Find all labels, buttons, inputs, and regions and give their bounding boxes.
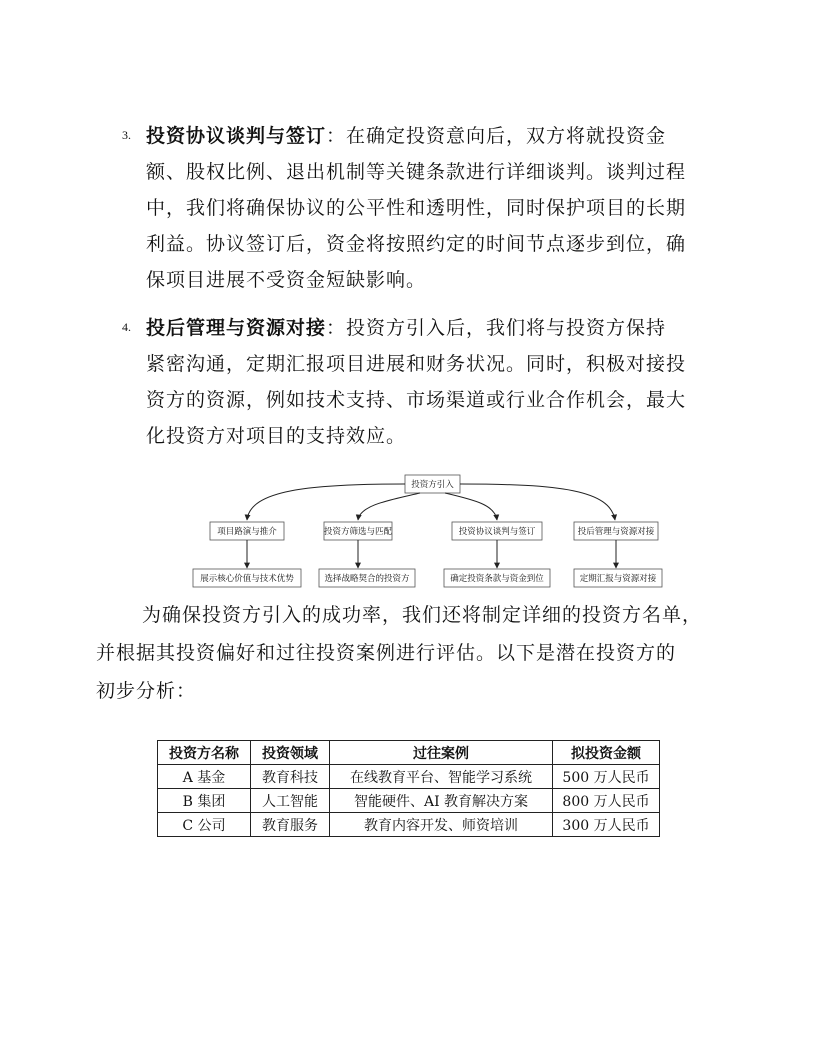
list-item-4 [122, 310, 722, 454]
column-header: 投资领域 [251, 741, 330, 765]
text-line: ：在确定投资意向后，双方将就投资金 [326, 125, 667, 147]
list-term: 投后管理与资源对接 [146, 317, 327, 339]
list-body [146, 310, 722, 454]
text-line: 为确保投资方引入的成功率，我们还将制定详细的投资方名单， [142, 604, 703, 626]
detail-node-label: 定期汇报与资源对接 [579, 574, 657, 584]
detail-node-label: 选择战略契合的投资方 [324, 574, 410, 584]
table-cell: 300 万人民币 [553, 813, 660, 837]
connector-arrow [358, 493, 420, 520]
list-body [146, 118, 722, 298]
step-node-label: 投资方筛选与匹配 [323, 527, 393, 537]
list-item-3 [122, 118, 722, 298]
text-line: 资方的资源，例如技术支持、市场渠道或行业合作机会，最大 [146, 389, 687, 411]
root-node-label: 投资方引入 [411, 480, 454, 490]
text-line: ：投资方引入后，我们将与投资方保持 [326, 317, 667, 339]
connector-arrow [445, 493, 497, 520]
table-row [158, 789, 660, 813]
list-number: 4. [122, 320, 131, 334]
table-cell: 在线教育平台、智能学习系统 [330, 765, 553, 789]
text-line: 保项目进展不受资金短缺影响。 [146, 269, 427, 291]
table-cell: 人工智能 [251, 789, 330, 813]
text-line: 并根据其投资偏好和过往投资案例进行评估。以下是潜在投资方的 [96, 642, 677, 664]
column-header: 过往案例 [330, 741, 553, 765]
column-header: 拟投资金额 [553, 741, 660, 765]
text-line: 化投资方对项目的支持效应。 [146, 425, 407, 447]
text-line: 紧密沟通，定期汇报项目进展和财务状况。同时，积极对接投 [146, 353, 687, 375]
table-cell: B 集团 [158, 789, 251, 813]
table-row [158, 765, 660, 789]
table-row [158, 813, 660, 837]
step-node-label: 项目路演与推介 [217, 527, 277, 537]
detail-node-label: 确定投资条款与资金到位 [450, 574, 544, 584]
column-header: 投资方名称 [158, 741, 251, 765]
text-line: 中，我们将确保协议的公平性和透明性，同时保护项目的长期 [146, 197, 687, 219]
list-number: 3. [122, 128, 131, 142]
table-cell: 教育科技 [251, 765, 330, 789]
connector-arrow [247, 484, 405, 520]
body-paragraph [96, 596, 728, 710]
table-cell: C 公司 [158, 813, 251, 837]
table-cell: 800 万人民币 [553, 789, 660, 813]
table-cell: 教育内容开发、师资培训 [330, 813, 553, 837]
table-header-row [158, 741, 660, 765]
step-node-label: 投后管理与资源对接 [577, 527, 655, 537]
list-term: 投资协议谈判与签订 [146, 125, 327, 147]
text-line: 利益。协议签订后，资金将按照约定的时间节点逐步到位，确 [146, 233, 687, 255]
table-cell: 500 万人民币 [553, 765, 660, 789]
text-line: 额、股权比例、退出机制等关键条款进行详细谈判。谈判过程 [146, 161, 687, 183]
table-cell: 教育服务 [251, 813, 330, 837]
table-cell: 智能硬件、AI 教育解决方案 [330, 789, 553, 813]
detail-node-label: 展示核心价值与技术优势 [200, 574, 294, 584]
connector-arrow [460, 484, 615, 520]
table-cell: A 基金 [158, 765, 251, 789]
text-line: 初步分析： [96, 680, 197, 702]
flow-diagram [190, 470, 670, 590]
step-node-label: 投资协议谈判与签订 [458, 527, 536, 537]
investor-table [157, 740, 660, 837]
